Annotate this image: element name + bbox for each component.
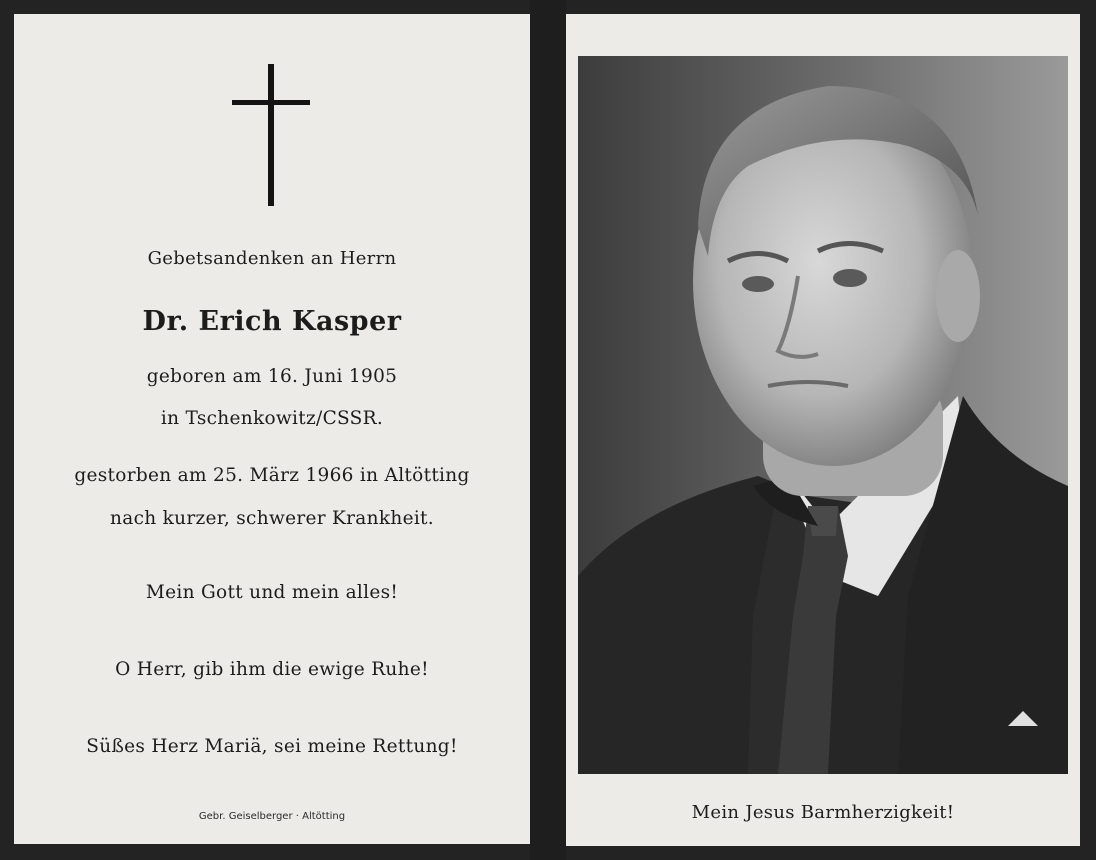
printer-credit: Gebr. Geiselberger · Altötting [198, 811, 346, 822]
prayer-line-3: Süßes Herz Mariä, sei meine Rettung! [86, 736, 458, 757]
cause-of-death: nach kurzer, schwerer Krankheit. [110, 508, 434, 529]
prayer-line-1: Mein Gott und mein alles! [145, 582, 399, 603]
memorial-heading: Gebetsandenken an Herrn [147, 248, 397, 269]
birth-date: geboren am 16. Juni 1905 [146, 366, 398, 387]
portrait-photo [578, 56, 1068, 774]
prayer-line-2: O Herr, gib ihm die ewige Ruhe! [115, 659, 429, 680]
left-panel [14, 14, 530, 844]
cross-horizontal-bar [232, 100, 310, 105]
photo-caption: Mein Jesus Barmherzigkeit! [691, 802, 955, 823]
deceased-name: Dr. Erich Kasper [142, 306, 402, 337]
right-panel [566, 14, 1080, 846]
cross-icon [232, 64, 310, 206]
cross-vertical-bar [268, 64, 274, 206]
birth-place: in Tschenkowitz/CSSR. [160, 408, 384, 429]
death-date: gestorben am 25. März 1966 in Altötting [74, 465, 470, 486]
fold-divider [530, 0, 566, 860]
